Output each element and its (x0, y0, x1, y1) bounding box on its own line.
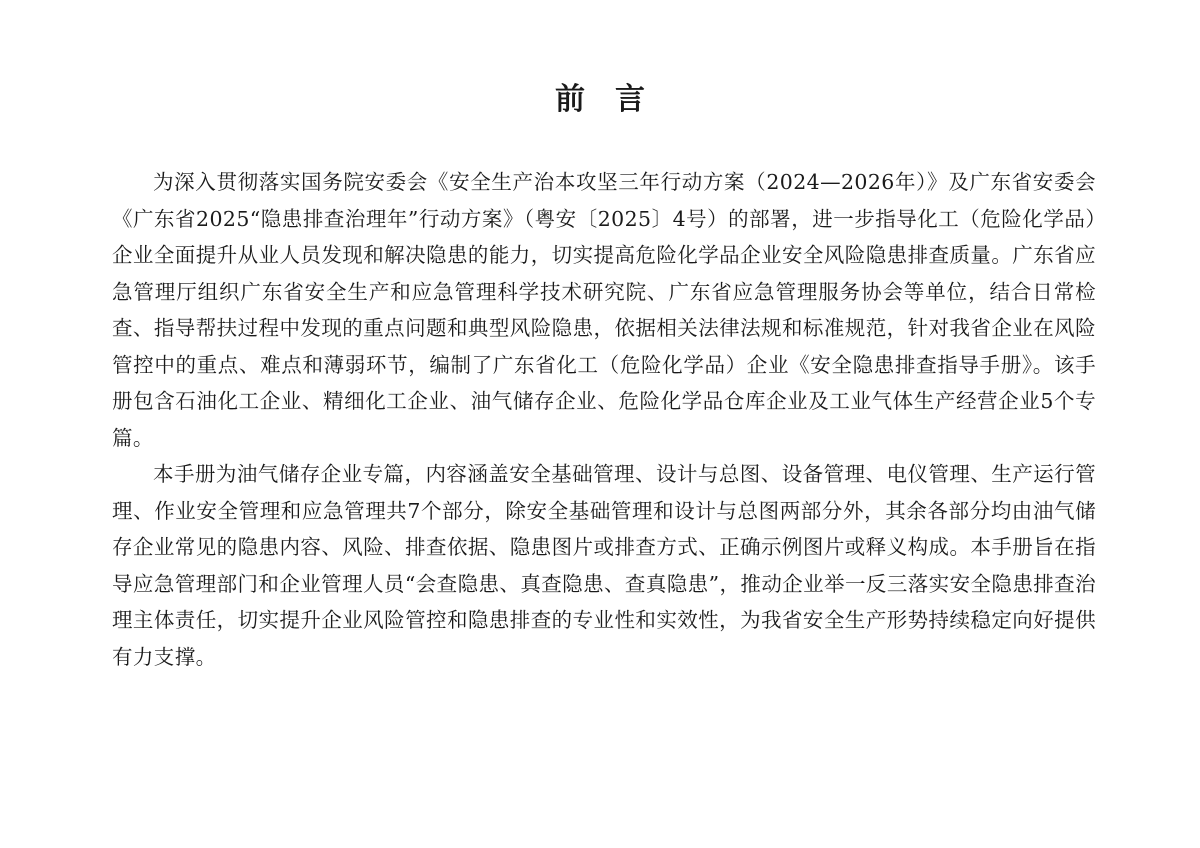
preface-paragraph-2: 本手册为油气储存企业专篇，内容涵盖安全基础管理、设计与总图、设备管理、电仪管理、生产运行管理、作业安全管理和应急管理共7个部分，除安全基础管理和设计与总图两部分外，其余各部分均由油气储存企业常见的隐患内容、风险、排查依据、隐患图片或排查方式、正确示例图片或释义构成。本手册旨在指导应急管理部门和企业管理人员“会查隐患、真查隐患、查真隐患”，推动企业举一反三落实安全隐患排查治理主体责任，切实提升企业风险管控和隐患排查的专业性和实效性，为我省安全生产形势持续稳定向好提供有力支撑。 (112, 462, 1096, 669)
page-title: 前言 (555, 82, 675, 117)
preface-body (112, 164, 1096, 675)
preface-paragraph-1: 为深入贯彻落实国务院安委会《安全生产治本攻坚三年行动方案（2024—2026年）》及广东省安委会《广东省2025“隐患排查治理年”行动方案》（粤安〔2025〕4号）的部署，进一步指导化工（危险化学品）企业全面提升从业人员发现和解决隐患的能力，切实提高危险化学品企业安全风险隐患排查质量。广东省应急管理厅组织广东省安全生产和应急管理科学技术研究院、广东省应急管理服务协会等单位，结合日常检查、指导帮扶过程中发现的重点问题和典型风险隐患，依据相关法律法规和标准规范，针对我省企业在风险管控中的重点、难点和薄弱环节，编制了广东省化工（危险化学品）企业《安全隐患排查指导手册》。该手册包含石油化工企业、精细化工企业、油气储存企业、危险化学品仓库企业及工业气体生产经营企业5个专篇。 (112, 170, 1096, 450)
